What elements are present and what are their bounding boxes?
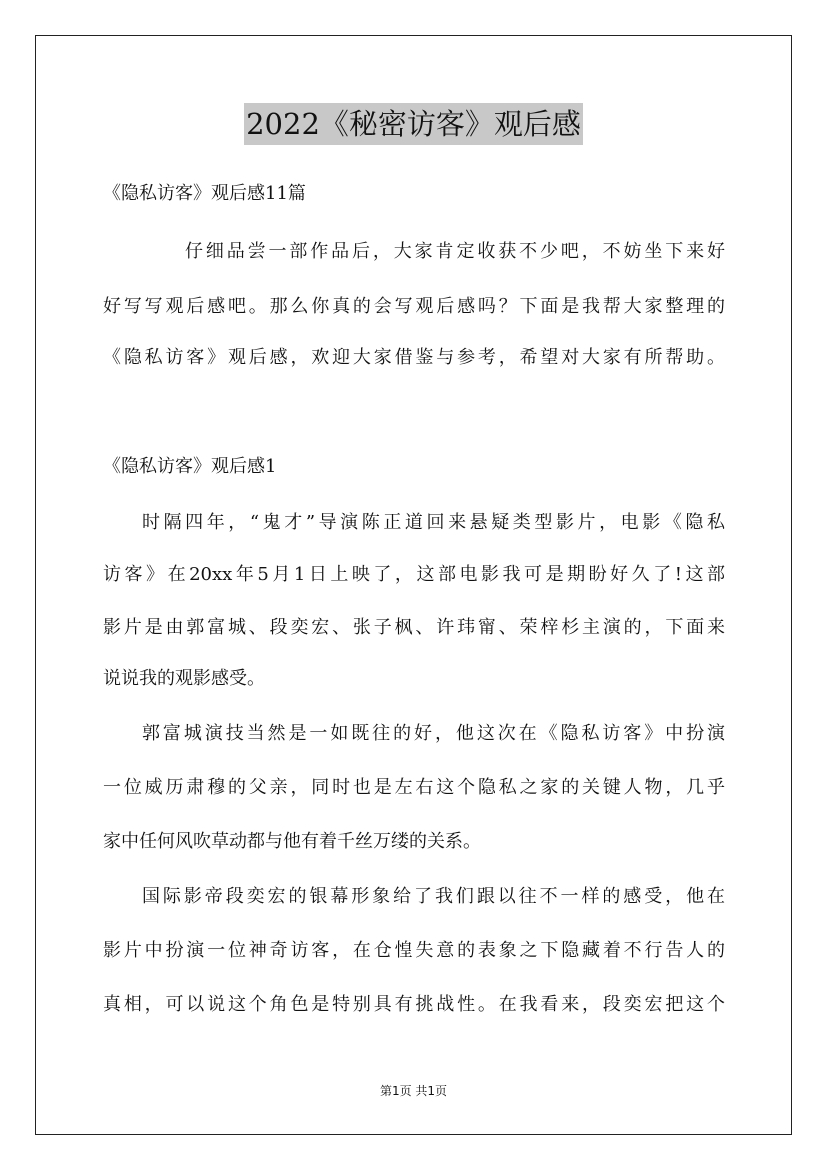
- paragraph1-line-2: 访客》在20xx年5月1日上映了，这部电影我可是期盼好久了!这部: [103, 564, 725, 585]
- intro-line-1: 仔细品尝一部作品后，大家肯定收获不少吧，不妨坐下来好: [185, 241, 725, 262]
- paragraph2-line-3: 家中任何风吹草动都与他有着千丝万缕的关系。: [103, 831, 481, 852]
- paragraph1-line-3: 影片是由郭富城、段奕宏、张子枫、许玮甯、荣梓杉主演的，下面来: [103, 617, 725, 638]
- section-heading: 《隐私访客》观后感1: [103, 456, 277, 477]
- page-footer: 第1页 共1页: [379, 1084, 448, 1098]
- paragraph1-line-4: 说说我的观影感受。: [103, 668, 265, 689]
- paragraph2-line-1: 郭富城演技当然是一如既往的好，他这次在《隐私访客》中扮演: [142, 723, 725, 744]
- paragraph1-line-1: 时隔四年，“鬼才”导演陈正道回来悬疑类型影片，电影《隐私: [142, 512, 725, 533]
- intro-line-2: 好写写观后感吧。那么你真的会写观后感吗？下面是我帮大家整理的: [103, 296, 725, 317]
- paragraph3-line-1: 国际影帝段奕宏的银幕形象给了我们跟以往不一样的感受，他在: [142, 886, 725, 907]
- intro-line-3: 《隐私访客》观后感，欢迎大家借鉴与参考，希望对大家有所帮助。: [103, 347, 725, 368]
- document-subtitle: 《隐私访客》观后感11篇: [103, 183, 306, 204]
- paragraph3-line-3: 真相，可以说这个角色是特别具有挑战性。在我看来，段奕宏把这个: [103, 994, 725, 1015]
- document-title: 2022《秘密访客》观后感: [244, 103, 583, 145]
- document-title-wrap: [0, 103, 827, 145]
- paragraph2-line-2: 一位威历肃穆的父亲，同时也是左右这个隐私之家的关键人物，几乎: [103, 777, 725, 798]
- paragraph3-line-2: 影片中扮演一位神奇访客，在仓惶失意的表象之下隐藏着不行告人的: [103, 940, 725, 961]
